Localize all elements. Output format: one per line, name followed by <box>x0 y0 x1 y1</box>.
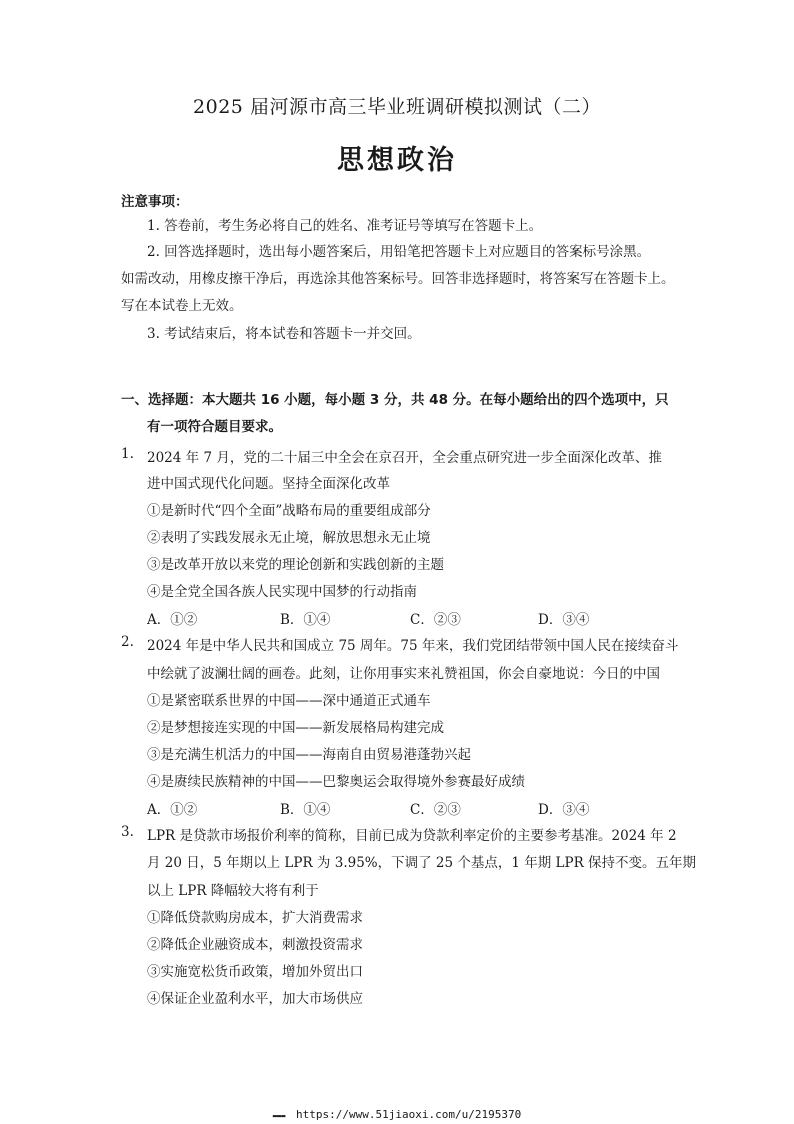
statement-option: ②表明了实践发展永无止境，解放思想永无止境 <box>147 530 431 546</box>
note-item-1: 1. 答卷前，考生务必将自己的姓名、准考证号等填写在答题卡上。 <box>147 218 543 234</box>
question-stem-line: 进中国式现代化问题。坚持全面深化改革 <box>147 476 390 492</box>
answer-choice-a: A．①② <box>147 612 198 628</box>
notes-heading: 注意事项： <box>121 194 189 210</box>
question-number: 2. <box>121 634 134 650</box>
answer-choice-d: D．③④ <box>538 802 590 818</box>
footer-logo-mark: ▬▬▬ <box>272 1112 286 1120</box>
statement-option: ②是梦想接连实现的中国——新发展格局构建完成 <box>147 720 444 736</box>
question-stem-line: 2024 年 7 月，党的二十届三中全会在京召开，全会重点研究进一步全面深化改革、推 <box>147 450 662 466</box>
question-number: 3. <box>121 824 134 840</box>
page-footer <box>0 1108 794 1121</box>
statement-option: ③是充满生机活力的中国——海南自由贸易港蓬勃兴起 <box>147 747 471 763</box>
answer-choice-b: B．①④ <box>280 802 331 818</box>
exam-title: 2025 届河源市高三毕业班调研模拟测试（二） <box>193 96 601 118</box>
statement-option: ①降低贷款购房成本，扩大消费需求 <box>147 910 363 926</box>
statement-option: ①是新时代“四个全面”战略布局的重要组成部分 <box>147 503 431 519</box>
statement-option: ①是紧密联系世界的中国——深中通道正式通车 <box>147 693 431 709</box>
subject-title: 思想政治 <box>337 145 457 176</box>
section-heading-line-1: 一、选择题：本大题共 16 小题，每小题 3 分，共 48 分。在每小题给出的四个选项中，只 <box>121 392 669 408</box>
answer-choice-a: A．①② <box>147 802 198 818</box>
answer-choice-c: C．②③ <box>410 612 461 628</box>
note-item-2-line-2: 如需改动，用橡皮擦干净后，再选涂其他答案标号。回答非选择题时，将答案写在答题卡上。 <box>121 271 675 287</box>
note-item-2-line-3: 写在本试卷上无效。 <box>121 298 243 314</box>
statement-option: ②降低企业融资成本，刺激投资需求 <box>147 937 363 953</box>
question-stem-line: LPR 是贷款市场报价利率的简称，目前已成为贷款利率定价的主要参考基准。2024 年 2 <box>147 828 677 844</box>
question-stem-line: 月 20 日，5 年期以上 LPR 为 3.95%，下调了 25 个基点，1 年期 LPR 保持不变。五年期 <box>147 855 697 871</box>
question-stem-line: 中绘就了波澜壮阔的画卷。此刻，让你用事实来礼赞祖国，你会自豪地说：今日的中国 <box>147 666 660 682</box>
statement-option: ③实施宽松货币政策，增加外贸出口 <box>147 964 363 980</box>
statement-option: ④是全党全国各族人民实现中国梦的行动指南 <box>147 584 417 600</box>
statement-option: ④是赓续民族精神的中国——巴黎奥运会取得境外参赛最好成绩 <box>147 774 525 790</box>
statement-option: ④保证企业盈利水平，加大市场供应 <box>147 991 363 1007</box>
answer-choice-c: C．②③ <box>410 802 461 818</box>
answer-choice-d: D．③④ <box>538 612 590 628</box>
note-item-2-line-1: 2. 回答选择题时，选出每小题答案后，用铅笔把答题卡上对应题目的答案标号涂黑。 <box>147 244 651 260</box>
footer-url[interactable]: https://www.51jiaoxi.com/u/2195370 <box>296 1108 522 1121</box>
section-heading-line-2: 有一项符合题目要求。 <box>147 419 282 435</box>
question-stem-line: 以上 LPR 降幅较大将有利于 <box>147 883 319 899</box>
answer-choice-b: B．①④ <box>280 612 331 628</box>
question-stem-line: 2024 年是中华人民共和国成立 75 周年。75 年来，我们党团结带领中国人民在接续奋斗 <box>147 638 679 654</box>
note-item-3: 3. 考试结束后，将本试卷和答题卡一并交回。 <box>147 326 421 342</box>
question-number: 1. <box>121 446 134 462</box>
statement-option: ③是改革开放以来党的理论创新和实践创新的主题 <box>147 557 444 573</box>
